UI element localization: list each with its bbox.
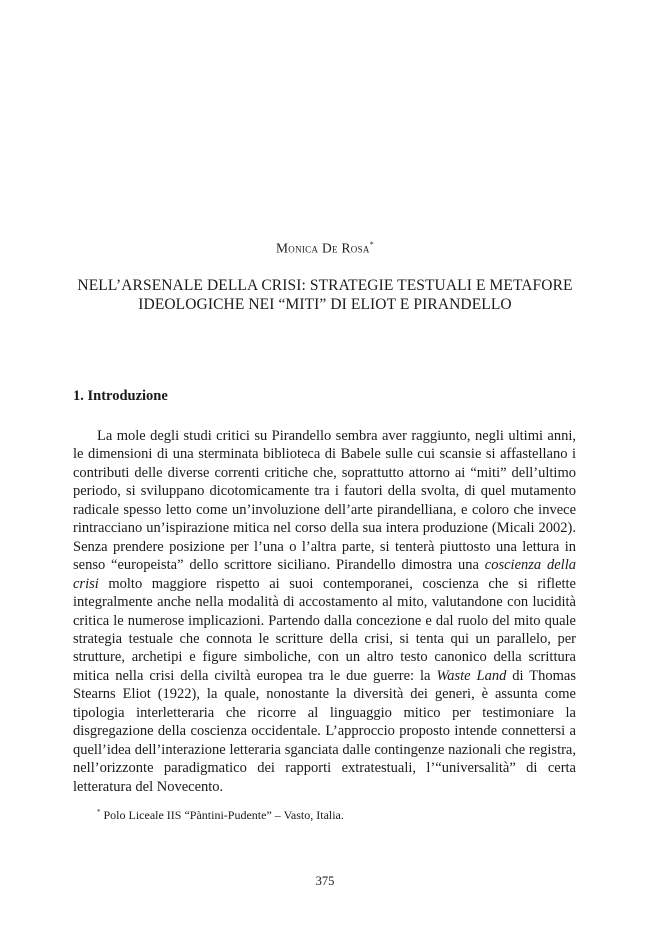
paragraph-italic-1: coscienza della crisi — [73, 557, 576, 592]
article-title — [60, 276, 590, 314]
footnote-text: Polo Liceale IIS “Pàntini-Pudente” – Vasto, Italia. — [103, 808, 344, 822]
section-heading: 1. Introduzione — [73, 388, 168, 404]
author-name-text: Monica De Rosa — [275, 240, 370, 256]
paragraph-text-1: La mole degli studi critici su Pirandello sembra aver raggiunto, negli ultimi anni, le dimensioni di una sterminata biblioteca di Babele sulle cui scansie si affastellano i contributi delle diverse correnti critiche che, soprattutto attorno ai “miti” dell’ultimo periodo, si sviluppano dicotomicamente tra i fautori della svolta, di quel mutamento radicale spesso letto come un’involuzione dell’arte pirandelliana, e coloro che invece rintracciano un’ispirazione mitica nel corso della sua intera produzione (Micali 2002). Senza prendere posizione per l’una o l’altra parte, si tenterà piuttosto una lettura in senso “europeista” dello scrittore siciliano. Pirandello dimostra una — [73, 428, 576, 574]
page-number: 375 — [315, 874, 335, 888]
paragraph-text-2: molto maggiore rispetto ai suoi contemporanei, coscienza che si riflette integralmente anche nella modalità di accostamento al mito, valutandone con lucidità critica le numerose implicazioni. Partendo dalla concezione e dal ruolo del mito quale strategia testuale che connota le scritture della crisi, si tenta qui un parallelo, per strutture, archetipi e figure simboliche, con un altro testo canonico della scrittura mitica nella crisi della civiltà europea tra le due guerre: la — [73, 575, 576, 684]
author-name — [0, 240, 650, 257]
body-paragraph — [73, 427, 576, 796]
paragraph-text-3: di Thomas Stearns Eliot (1922), la quale, nonostante la diversità dei generi, è assunta come tipologia interletteraria che ricorre al linguaggio mitico per testimoniare la disgregazione della coscienza occidentale. L’approccio proposto intende connettersi a quell’idea dell’interazione letteraria sganciata dalle contingenze nazionali che registra, nell’orizzonte paradigmatico dei rapporti extratestuali, l’“universalità” di certa letteratura del Novecento. — [73, 667, 576, 795]
footnote — [97, 808, 344, 823]
footnote-marker: * — [97, 808, 101, 816]
paragraph-italic-2: Waste Land — [436, 667, 507, 684]
article-title-line-2: IDEOLOGICHE NEI “MITI” DI ELIOT E PIRANDELLO — [138, 296, 512, 313]
author-footnote-marker: * — [369, 240, 375, 249]
article-title-line-1: NELL’ARSENALE DELLA CRISI: STRATEGIE TESTUALI E METAFORE — [77, 277, 573, 294]
